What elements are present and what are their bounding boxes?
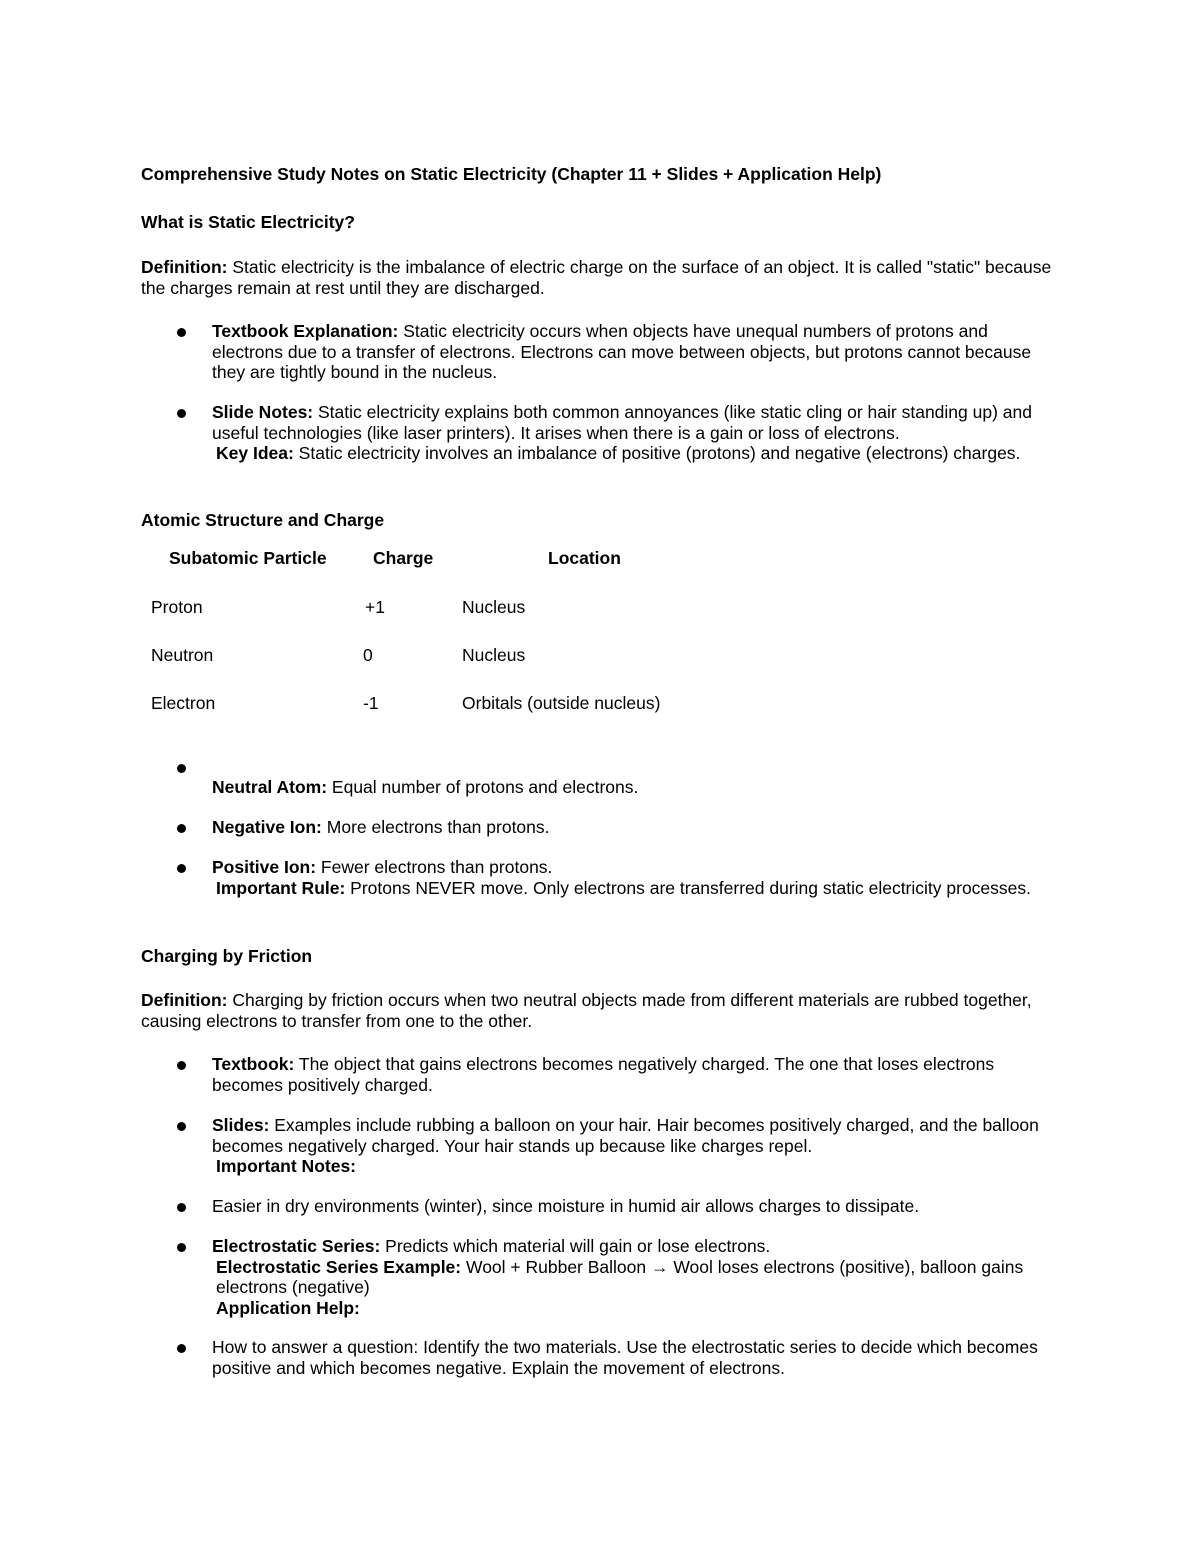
bullet-body: More electrons than protons.	[321, 817, 550, 837]
bullet-body: Easier in dry environments (winter), since moisture in humid air allows charges to dissipate.	[212, 1196, 920, 1216]
bullet-icon	[177, 1203, 186, 1212]
section-heading-charging-friction: Charging by Friction	[141, 946, 313, 966]
document-title: Comprehensive Study Notes on Static Electricity (Chapter 11 + Slides + Application Help)	[141, 164, 882, 184]
bullet-electrostatic-series	[212, 1236, 1062, 1318]
table-cell: Orbitals (outside nucleus)	[462, 693, 661, 713]
table-cell: -1	[363, 693, 379, 713]
key-idea-text: Static electricity involves an imbalance of positive (protons) and negative (electrons) charges.	[293, 443, 1021, 463]
table-header-location: Location	[548, 548, 621, 568]
definition-label: Definition:	[141, 257, 228, 277]
bullet-label: Electrostatic Series:	[212, 1236, 381, 1256]
section-heading-what-is-static: What is Static Electricity?	[141, 212, 355, 232]
bullet-icon	[177, 824, 186, 833]
definition-text: Static electricity is the imbalance of electric charge on the surface of an object. It is called "static" because the charges remain at rest until they are discharged.	[141, 257, 1052, 298]
bullet-icon	[177, 328, 186, 337]
table-cell: Proton	[151, 597, 203, 617]
bullet-positive-ion	[212, 857, 1062, 898]
friction-definition	[141, 990, 1061, 1031]
bullet-icon	[177, 764, 186, 773]
table-cell: +1	[365, 597, 385, 617]
important-rule-text: Protons NEVER move. Only electrons are transferred during static electricity processes.	[345, 877, 1031, 898]
bullet-icon	[177, 1243, 186, 1252]
bullet-icon	[177, 864, 186, 873]
bullet-icon	[177, 1344, 186, 1353]
bullet-body: How to answer a question: Identify the two materials. Use the electrostatic series to decide which becomes positive and which becomes negative. Explain the movement of electrons.	[212, 1337, 1038, 1378]
important-rule-note	[212, 878, 1062, 899]
application-help-label: Application Help:	[216, 1297, 360, 1318]
series-example-note	[212, 1257, 1062, 1298]
table-cell: Nucleus	[462, 645, 526, 665]
important-rule-label: Important Rule:	[216, 877, 346, 898]
important-notes-note	[212, 1156, 1062, 1177]
bullet-how-to-answer	[212, 1337, 1062, 1378]
table-header-charge: Charge	[373, 548, 434, 568]
bullet-icon	[177, 409, 186, 418]
bullet-negative-ion	[212, 817, 1062, 838]
bullet-label: Textbook:	[212, 1054, 295, 1074]
section-heading-atomic-structure: Atomic Structure and Charge	[141, 510, 385, 530]
bullet-label: Positive Ion:	[212, 857, 317, 877]
key-idea-note	[212, 443, 1062, 464]
bullet-label: Slides:	[212, 1115, 270, 1135]
application-help-note	[212, 1298, 1062, 1319]
bullet-icon	[177, 1061, 186, 1070]
bullet-body: Static electricity occurs when objects have unequal numbers of protons and electrons due to a transfer of electrons. Electrons can move between objects, but protons cannot because they are tightly bound in the nucleus.	[212, 321, 1032, 382]
table-cell: Electron	[151, 693, 216, 713]
bullet-icon	[177, 1122, 186, 1131]
bullet-body: Examples include rubbing a balloon on your hair. Hair becomes positively charged, and the balloon becomes negatively charged. Your hair stands up because like charges repel.	[212, 1115, 1039, 1156]
definition-text: Charging by friction occurs when two neutral objects made from different materials are rubbed together, causing electrons to transfer from one to the other.	[141, 990, 1032, 1031]
bullet-body: Predicts which material will gain or lose electrons.	[380, 1236, 771, 1256]
bullet-neutral-atom	[212, 777, 1062, 798]
bullet-textbook	[212, 1054, 1062, 1095]
table-header-particle: Subatomic Particle	[169, 548, 327, 568]
series-example-text: Wool + Rubber Balloon → Wool loses electrons (positive), balloon gains electrons (negative)	[216, 1256, 1024, 1297]
table-cell: Nucleus	[462, 597, 526, 617]
table-cell: 0	[363, 645, 373, 665]
bullet-label: Negative Ion:	[212, 817, 322, 837]
bullet-label: Textbook Explanation:	[212, 321, 399, 341]
bullet-dry-environments	[212, 1196, 1062, 1217]
bullet-label: Slide Notes:	[212, 402, 314, 422]
static-definition	[141, 257, 1061, 298]
bullet-label: Neutral Atom:	[212, 777, 328, 797]
important-notes-label: Important Notes:	[216, 1156, 356, 1176]
bullet-textbook-explanation	[212, 321, 1062, 383]
bullet-body: Static electricity explains both common annoyances (like static cling or hair standing up) and useful technologies (like laser printers). It arises when there is a gain or loss of electrons.	[212, 402, 1032, 443]
bullet-body: Fewer electrons than protons.	[316, 857, 553, 877]
table-cell: Neutron	[151, 645, 214, 665]
series-example-label: Electrostatic Series Example:	[216, 1256, 462, 1277]
bullet-body: The object that gains electrons becomes negatively charged. The one that loses electrons becomes positively charged.	[212, 1054, 995, 1095]
bullet-slide-notes	[212, 402, 1062, 464]
definition-label: Definition:	[141, 990, 228, 1010]
bullet-body: Equal number of protons and electrons.	[327, 777, 639, 797]
bullet-slides	[212, 1115, 1062, 1177]
key-idea-label: Key Idea:	[216, 443, 294, 463]
